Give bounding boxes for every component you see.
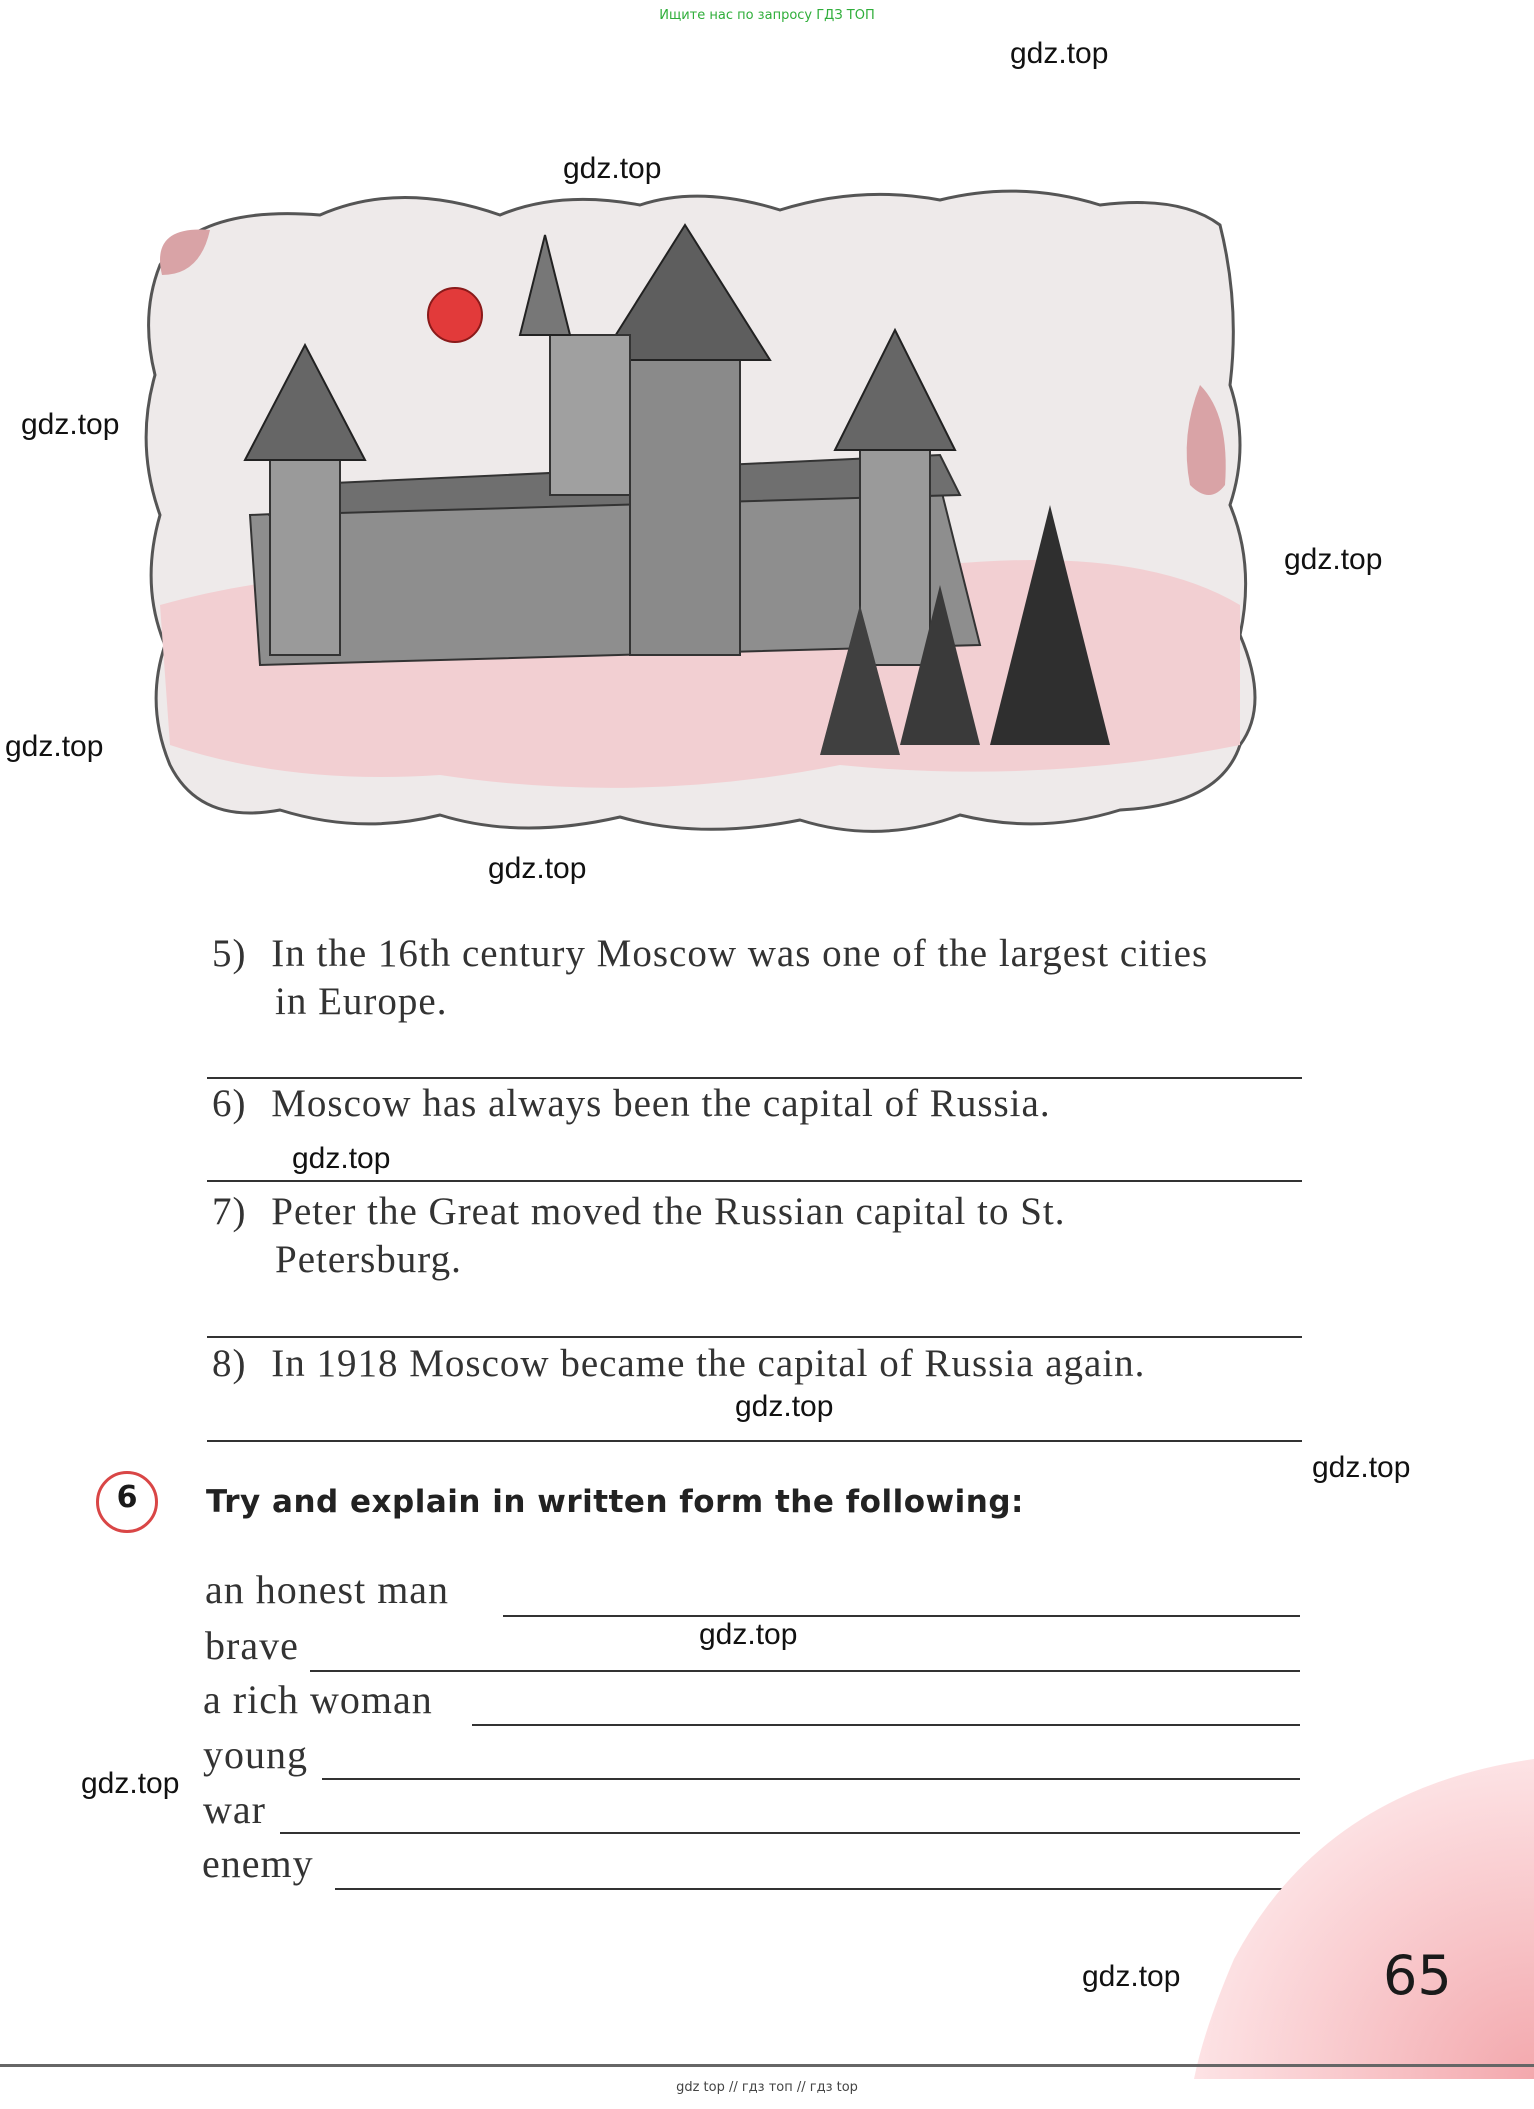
answer-line-honest-man[interactable]	[503, 1615, 1300, 1617]
word-honest-man: an honest man	[205, 1567, 450, 1612]
question-7-line2: Petersburg.	[275, 1238, 462, 1281]
watermark-10[interactable]: gdz.top	[699, 1618, 798, 1651]
watermark-6[interactable]: gdz.top	[488, 852, 587, 885]
word-enemy: enemy	[202, 1841, 314, 1886]
watermark-11[interactable]: gdz.top	[81, 1767, 180, 1800]
watermark-2[interactable]: gdz.top	[563, 152, 662, 185]
word-rich-woman: a rich woman	[203, 1677, 433, 1722]
question-5-line2: in Europe.	[275, 980, 448, 1023]
watermark-4[interactable]: gdz.top	[1284, 543, 1383, 576]
page-number: 65	[1383, 1944, 1452, 2007]
bottom-divider	[0, 2064, 1534, 2067]
answer-line-young[interactable]	[322, 1778, 1300, 1780]
question-6: 6) Moscow has always been the capital of Russia.	[212, 1082, 1051, 1125]
answer-line-7[interactable]	[207, 1336, 1302, 1338]
corner-decoration	[1174, 1759, 1534, 2079]
watermark-8[interactable]: gdz.top	[735, 1390, 834, 1423]
question-8: 8) In 1918 Moscow became the capital of Russia again.	[212, 1342, 1146, 1385]
watermark-3[interactable]: gdz.top	[21, 408, 120, 441]
answer-line-brave[interactable]	[310, 1670, 1300, 1672]
answer-line-5[interactable]	[207, 1077, 1302, 1079]
watermark-9[interactable]: gdz.top	[1312, 1451, 1411, 1484]
footer-links[interactable]: gdz top // гдз топ // гдз top	[676, 2080, 858, 2095]
watermark-1[interactable]: gdz.top	[1010, 37, 1109, 70]
watermark-5[interactable]: gdz.top	[5, 730, 104, 763]
watermark-7[interactable]: gdz.top	[292, 1142, 391, 1175]
answer-line-6[interactable]	[207, 1180, 1302, 1182]
answer-line-8[interactable]	[207, 1440, 1302, 1442]
answer-line-rich-woman[interactable]	[472, 1724, 1300, 1726]
top-banner[interactable]: Ищите нас по запросу ГДЗ ТОП	[659, 8, 875, 23]
task-number-badge: 6	[96, 1471, 158, 1533]
answer-line-enemy[interactable]	[335, 1888, 1300, 1890]
word-young: young	[203, 1732, 308, 1777]
watermark-12[interactable]: gdz.top	[1082, 1960, 1181, 1993]
kremlin-illustration	[140, 185, 1290, 845]
question-5: 5) In the 16th century Moscow was one of the largest cities	[212, 932, 1209, 975]
task-instruction: Try and explain in written form the following:	[206, 1484, 1024, 1520]
word-brave: brave	[205, 1623, 299, 1668]
question-7: 7) Peter the Great moved the Russian capital to St.	[212, 1190, 1066, 1233]
answer-line-war[interactable]	[280, 1832, 1300, 1834]
word-war: war	[203, 1787, 266, 1832]
